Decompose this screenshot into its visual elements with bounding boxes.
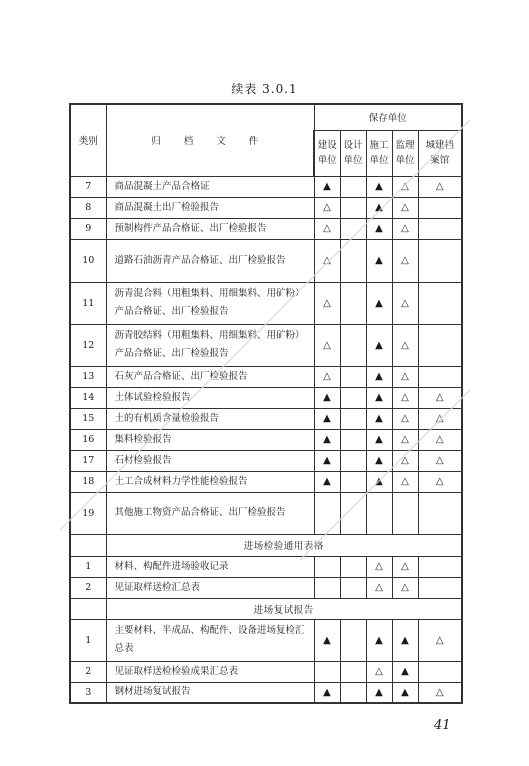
- table-row: 13 石灰产品合格证、出厂检验报告 △ ▲ △: [70, 366, 462, 387]
- section-spacer: [70, 598, 106, 619]
- header-unit-archive: 城建档 案馆: [418, 130, 462, 176]
- table-row: 1 主要材料、半成品、构配件、设备进场复检汇总表 ▲ ▲ ▲ △: [70, 619, 462, 661]
- header-unit-design: 设计 单位: [340, 130, 366, 176]
- table-row: 19 其他施工物资产品合格证、出厂检验报告: [70, 492, 462, 534]
- table-row: 8 商品混凝土出厂检验报告 △ ▲ △: [70, 197, 462, 218]
- table-row: 15 土的有机质含量检验报告 ▲ ▲ △ △: [70, 408, 462, 429]
- table-row: 2 见证取样送检汇总表 △ △: [70, 577, 462, 598]
- table-row: 11 沥青混合料（用粗集料、用细集料、用矿粉）产品合格证、出厂检验报告 △ ▲ △: [70, 282, 462, 324]
- archive-table: [69, 103, 463, 704]
- table-row: 14 土体试验检验报告 ▲ ▲ △ △: [70, 387, 462, 408]
- table-row: 10 道路石油沥青产品合格证、出厂检验报告 △ ▲ △: [70, 239, 462, 282]
- table-row: 1 材料、构配件进场验收记录 △ △: [70, 556, 462, 577]
- section-spacer: [70, 534, 106, 556]
- header-unit-supervisor: 监理 单位: [392, 130, 418, 176]
- table-row: 12 沥青胶结料（用粗集料、用细集料、用矿粉）产品合格证、出厂检验报告 △ ▲ △: [70, 324, 462, 366]
- table-row: 2 见证取样送检检验成果汇总表 △ ▲: [70, 661, 462, 682]
- header-files: 归 档 文 件: [106, 104, 314, 176]
- table-row: 16 集料检验报告 ▲ ▲ △ △: [70, 429, 462, 450]
- section-heading-retest: 进场复试报告: [106, 598, 462, 619]
- header-save-unit: 保存单位: [314, 104, 462, 130]
- header-unit-construction: 建设 单位: [314, 130, 340, 176]
- table-row: 17 石材检验报告 ▲ ▲ △ △: [70, 450, 462, 471]
- table-row: 7 商品混凝土产品合格证 ▲ ▲ △ △: [70, 176, 462, 197]
- table-caption: 续表 3.0.1: [231, 82, 298, 96]
- page-number: 41: [434, 718, 451, 733]
- table-row: 9 预制构件产品合格证、出厂检验报告 △ ▲ △: [70, 218, 462, 239]
- table-row: 3 钢材进场复试报告 ▲ ▲ ▲ △: [70, 682, 462, 703]
- table-row: 18 土工合成材料力学性能检验报告 ▲ ▲ △ △: [70, 471, 462, 492]
- header-unit-contractor: 施工 单位: [366, 130, 392, 176]
- header-category: 类别: [70, 104, 106, 176]
- section-heading-intake: 进场检验通用表格: [106, 534, 462, 556]
